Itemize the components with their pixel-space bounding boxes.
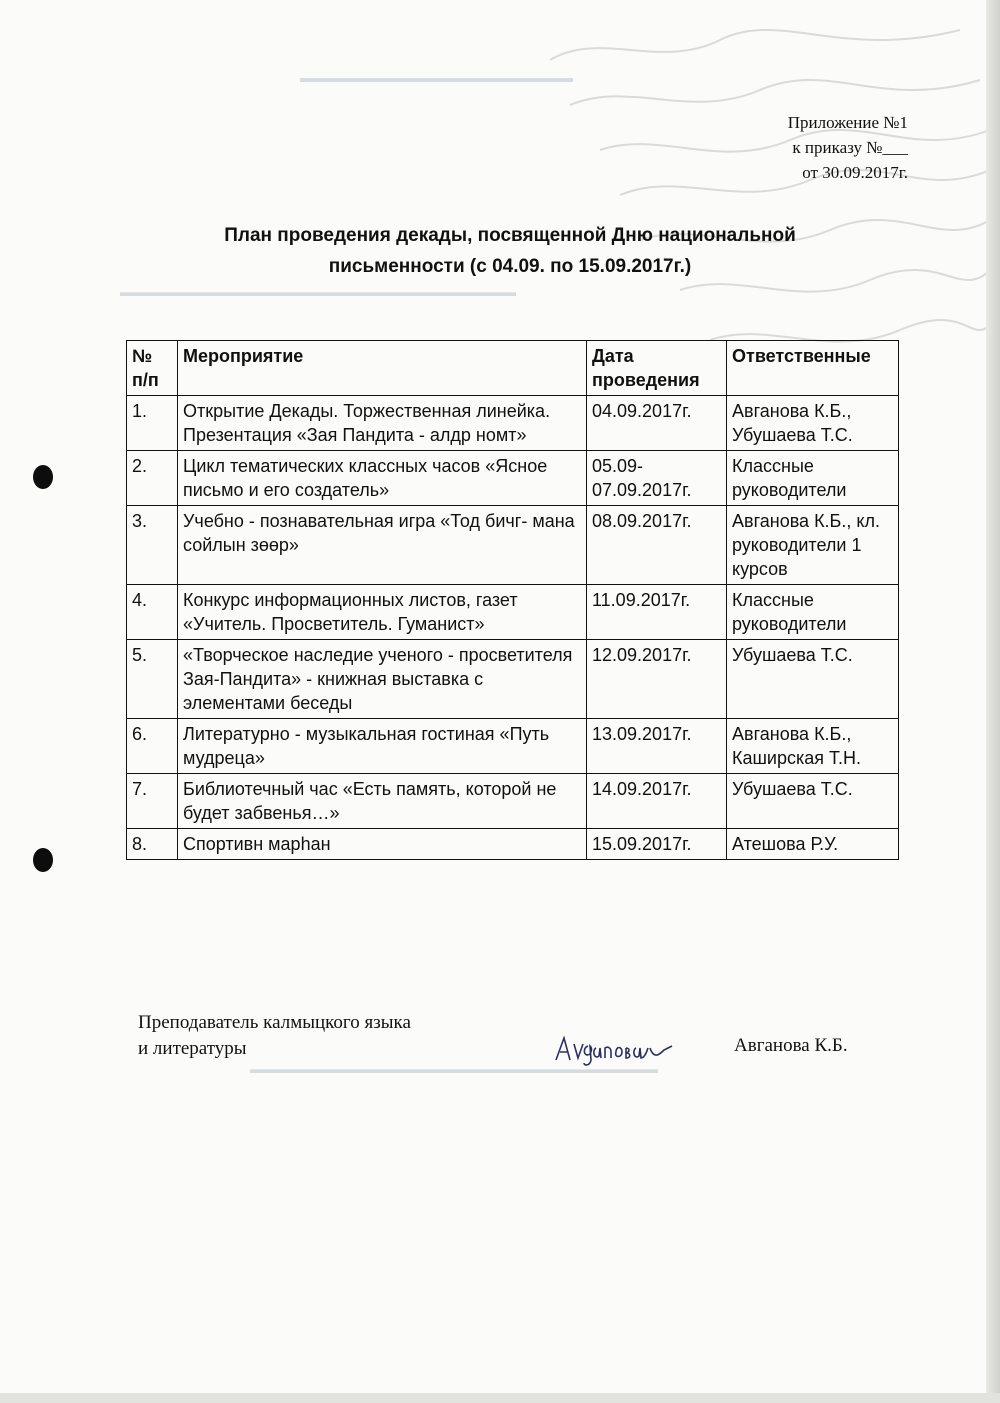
row-event: «Творческое наследие ученого - просветителя Зая-Пандита» - книжная выставка с элементами беседы bbox=[178, 640, 587, 719]
appendix-line: к приказу №___ bbox=[792, 138, 908, 157]
table-row bbox=[127, 829, 899, 860]
table-row bbox=[127, 585, 899, 640]
column-header-responsible: Ответственные bbox=[727, 341, 899, 396]
teacher-role bbox=[138, 1010, 411, 1062]
table-row bbox=[127, 451, 899, 506]
appendix-line: от 30.09.2017г. bbox=[802, 163, 908, 182]
row-responsible: Авганова К.Б., Убушаева Т.С. bbox=[727, 396, 899, 451]
column-header-event: Мероприятие bbox=[178, 341, 587, 396]
row-event: Открытие Декады. Торжественная линейка. Презентация «Зая Пандита - алдр номт» bbox=[178, 396, 587, 451]
signatory-name: Авганова К.Б. bbox=[734, 1035, 848, 1056]
row-date: 05.09-07.09.2017г. bbox=[587, 451, 727, 506]
paper-edge bbox=[986, 0, 1000, 1403]
row-event: Цикл тематических классных часов «Ясное письмо и его создатель» bbox=[178, 451, 587, 506]
row-date: 12.09.2017г. bbox=[587, 640, 727, 719]
table-row bbox=[127, 506, 899, 585]
paper-edge bbox=[0, 1393, 1000, 1403]
column-header-number: № п/п bbox=[127, 341, 178, 396]
row-number: 8. bbox=[127, 829, 178, 860]
row-number: 5. bbox=[127, 640, 178, 719]
row-responsible: Классные руководители bbox=[727, 585, 899, 640]
punch-hole bbox=[33, 848, 53, 872]
row-date: 14.09.2017г. bbox=[587, 774, 727, 829]
row-responsible: Убушаева Т.С. bbox=[727, 774, 899, 829]
table-row bbox=[127, 774, 899, 829]
row-date: 04.09.2017г. bbox=[587, 396, 727, 451]
column-header-date: Дата проведения bbox=[587, 341, 727, 396]
events-table bbox=[126, 340, 899, 860]
appendix-line: Приложение №1 bbox=[787, 113, 908, 132]
row-responsible: Классные руководители bbox=[727, 451, 899, 506]
document-title bbox=[150, 220, 870, 282]
punch-hole bbox=[33, 465, 53, 489]
row-number: 2. bbox=[127, 451, 178, 506]
title-line: План проведения декады, посвященной Дню национальной bbox=[224, 225, 796, 246]
row-date: 11.09.2017г. bbox=[587, 585, 727, 640]
row-date: 15.09.2017г. bbox=[587, 829, 727, 860]
bleed-through-text: ▬▬▬▬▬▬▬▬▬▬▬▬▬▬▬▬▬▬▬▬▬▬▬▬▬▬▬▬▬▬▬▬▬▬ bbox=[250, 1062, 658, 1076]
teacher-role-line: и литературы bbox=[138, 1038, 247, 1059]
row-event: Литературно - музыкальная гостиная «Путь мудреца» bbox=[178, 719, 587, 774]
row-number: 1. bbox=[127, 396, 178, 451]
table-header-row bbox=[127, 341, 899, 396]
bleed-through-text: ▬▬▬▬▬▬▬▬▬▬▬▬▬▬▬▬▬▬▬▬▬ bbox=[300, 70, 573, 85]
row-event: Спортивн марһан bbox=[178, 829, 587, 860]
row-responsible: Авганова К.Б., Каширская Т.Н. bbox=[727, 719, 899, 774]
title-line: письменности (с 04.09. по 15.09.2017г.) bbox=[328, 256, 692, 277]
table-row bbox=[127, 396, 899, 451]
row-number: 6. bbox=[127, 719, 178, 774]
row-responsible: Убушаева Т.С. bbox=[727, 640, 899, 719]
row-responsible: Авганова К.Б., кл. руководители 1 курсов bbox=[727, 506, 899, 585]
table-row bbox=[127, 719, 899, 774]
row-number: 3. bbox=[127, 506, 178, 585]
row-date: 08.09.2017г. bbox=[587, 506, 727, 585]
row-event: Конкурс информационных листов, газет «Учитель. Просветитель. Гуманист» bbox=[178, 585, 587, 640]
teacher-role-line: Преподаватель калмыцкого языка bbox=[138, 1012, 411, 1033]
row-event: Библиотечный час «Есть память, которой не будет забвенья…» bbox=[178, 774, 587, 829]
row-responsible: Атешова Р.У. bbox=[727, 829, 899, 860]
row-event: Учебно - познавательная игра «Тод бичг- мана сойлын зөөр» bbox=[178, 506, 587, 585]
handwritten-signature bbox=[552, 1030, 682, 1070]
appendix-header bbox=[708, 110, 908, 185]
row-number: 4. bbox=[127, 585, 178, 640]
row-date: 13.09.2017г. bbox=[587, 719, 727, 774]
table-row bbox=[127, 640, 899, 719]
bleed-through-text: ▬▬▬▬▬▬▬▬▬▬▬▬▬▬▬▬▬▬▬▬▬▬▬▬▬▬▬▬▬▬▬▬▬ bbox=[120, 285, 516, 299]
row-number: 7. bbox=[127, 774, 178, 829]
